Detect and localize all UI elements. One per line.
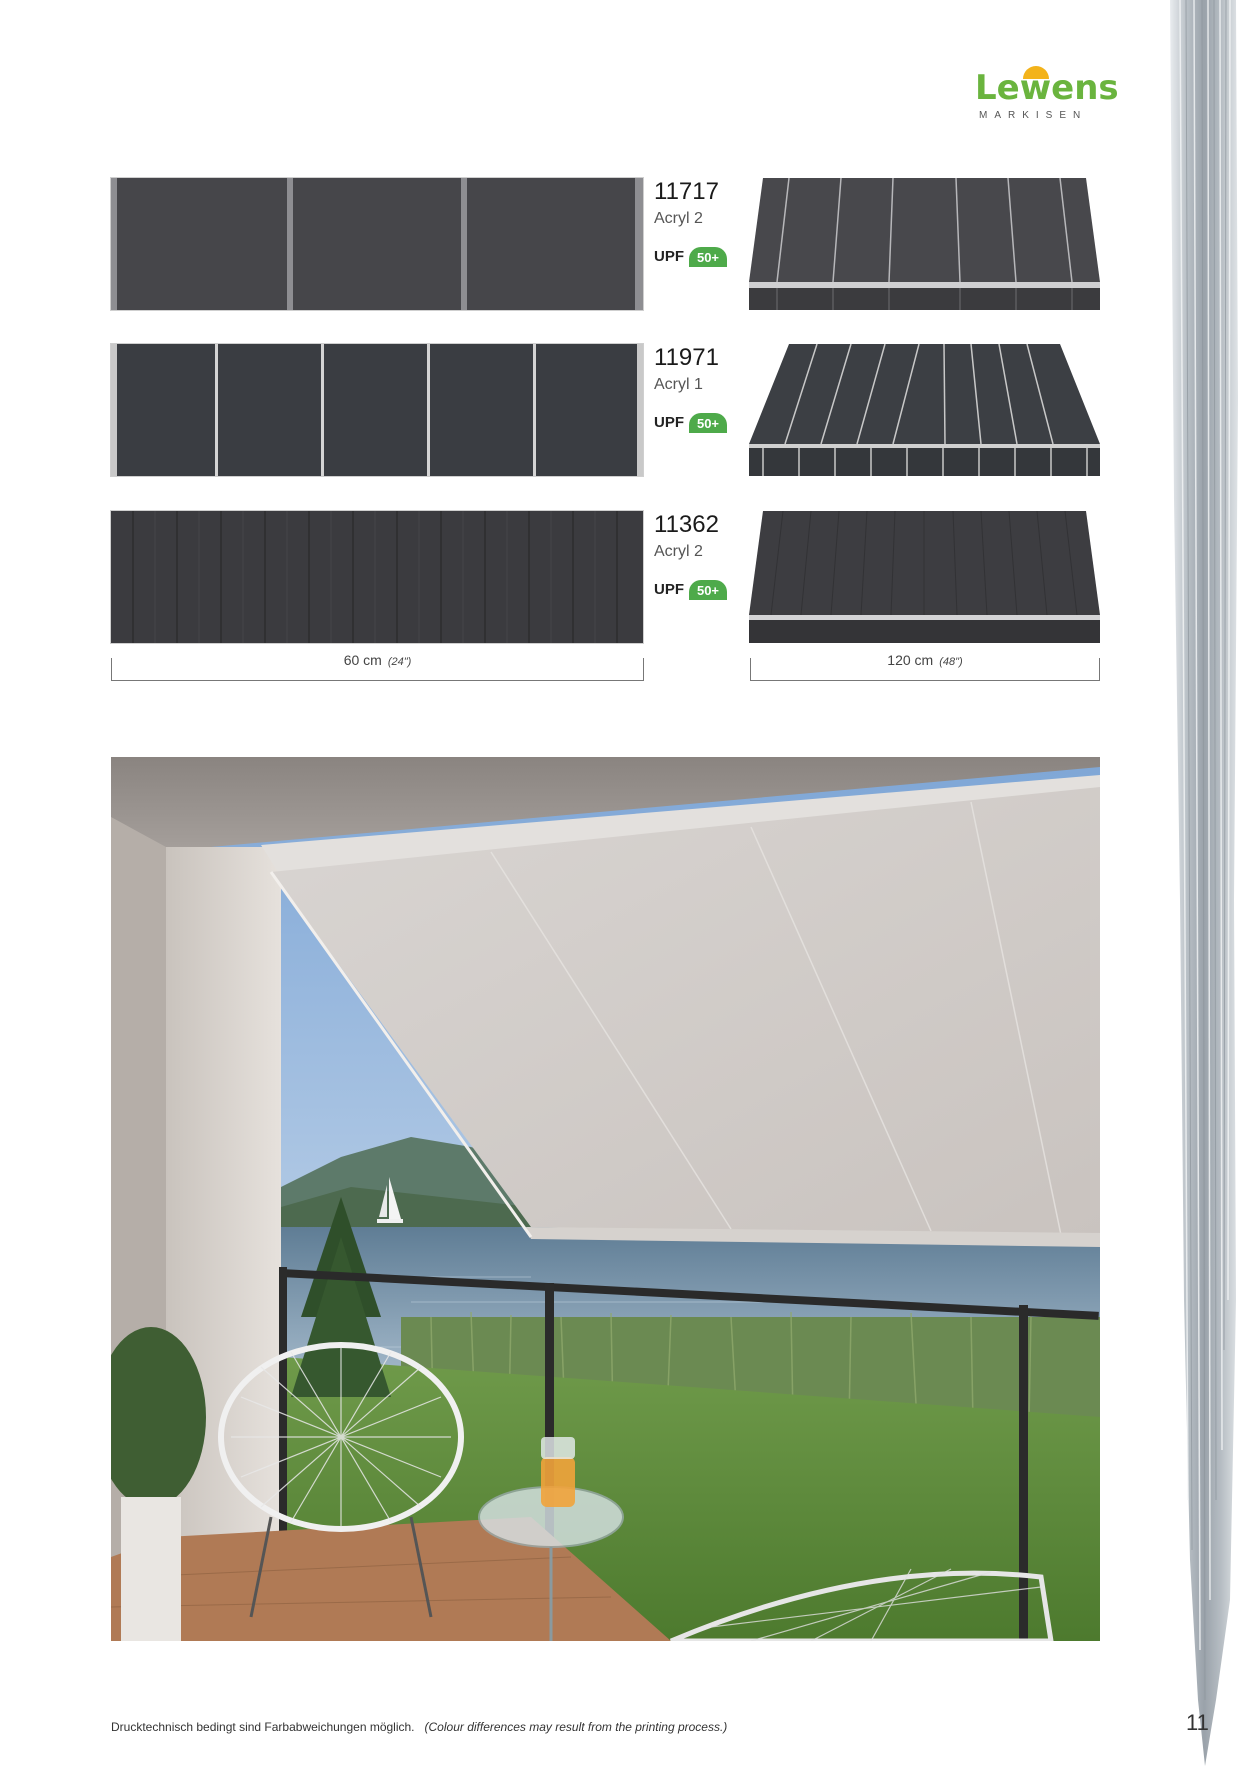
upf-label: UPF [654, 248, 684, 265]
awning-width-metric: 120 cm [887, 652, 934, 668]
fabric-material: Acryl 1 [654, 376, 703, 393]
fabric-swatch-pattern [111, 511, 643, 643]
upf-label: UPF [654, 581, 684, 598]
logo-subtitle: MARKISEN [979, 110, 1088, 121]
awning-preview-11717 [749, 178, 1100, 310]
swatch-width-metric: 60 cm [343, 652, 382, 668]
fabric-info-11971 [654, 344, 764, 434]
upf-badge: 50+ [689, 247, 727, 267]
logo-wordmark: Lewens [975, 68, 1119, 108]
brand-logo [975, 68, 1119, 124]
fabric-code: 11362 [654, 511, 719, 538]
awning-width-imperial: (48") [939, 656, 963, 668]
awning-preview-11362 [749, 511, 1100, 643]
fabric-info-11717 [654, 178, 764, 268]
upf-rating [654, 412, 764, 434]
fabric-code: 11971 [654, 344, 719, 371]
disclaimer-english: (Colour differences may result from the printing process.) [424, 1720, 728, 1734]
upf-label: UPF [654, 414, 684, 431]
print-disclaimer [111, 1720, 727, 1734]
fabric-material: Acryl 2 [654, 210, 703, 227]
fabric-swatch-11362 [111, 511, 643, 643]
fabric-code: 11717 [654, 178, 719, 205]
awning-preview-11971 [749, 344, 1100, 476]
swatch-width-dimension [111, 652, 644, 681]
upf-rating [654, 579, 764, 601]
upf-rating [654, 246, 764, 268]
fabric-material: Acryl 2 [654, 543, 703, 560]
fabric-swatch-11717 [111, 178, 643, 310]
brush-stroke-decoration [1150, 0, 1241, 1766]
page-number: 11 [1186, 1710, 1209, 1735]
fabric-info-11362 [654, 511, 764, 601]
upf-badge: 50+ [689, 413, 727, 433]
fabric-swatch-pattern [111, 344, 643, 476]
balcony-awning-photo [111, 757, 1100, 1641]
swatch-width-imperial: (24") [387, 656, 412, 668]
awning-width-dimension [750, 652, 1100, 681]
fabric-swatch-11971 [111, 344, 643, 476]
fabric-swatch-pattern [111, 178, 643, 310]
disclaimer-german: Drucktechnisch bedingt sind Farbabweichungen möglich. [111, 1720, 415, 1734]
upf-badge: 50+ [689, 580, 727, 600]
